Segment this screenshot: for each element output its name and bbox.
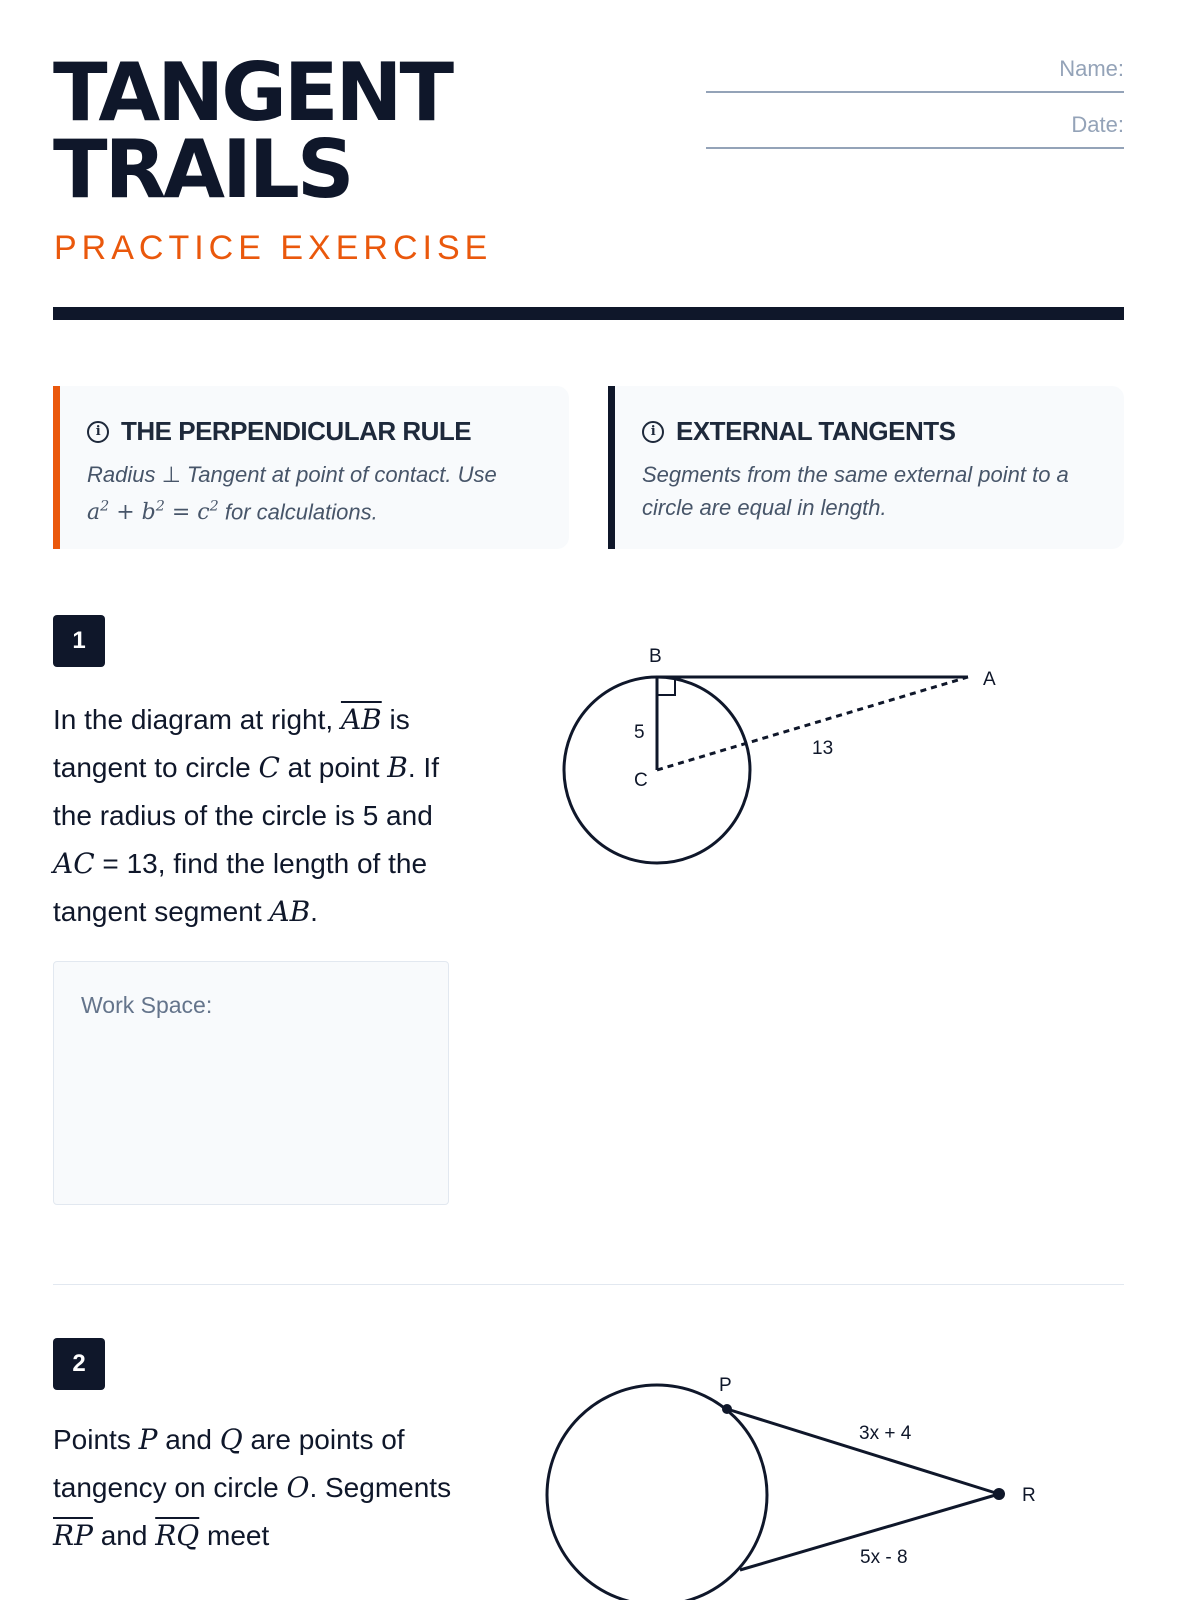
title-line-2: TRAILS xyxy=(53,123,352,216)
info-icon: i xyxy=(642,421,664,443)
pythagorean-formula: $a^2 + b^2 = c^2$ xyxy=(87,499,219,526)
title-line-1: TANGENT xyxy=(53,46,452,139)
question-1-diagram xyxy=(540,630,1040,880)
header-rule xyxy=(53,307,1124,320)
label-r: R xyxy=(1022,1485,1036,1506)
question-2-text: Points P and Q are points of tangency on circle O. Segments $\overline{RP}$ and $\overline{RQ}$ meet xyxy=(53,1423,452,1552)
work-space-label: Work Space: xyxy=(81,992,213,1018)
card-title: THE PERPENDICULAR RULE xyxy=(121,416,472,446)
label-a: A xyxy=(983,669,996,690)
work-space[interactable] xyxy=(53,961,449,1205)
subtitle: PRACTICE EXERCISE xyxy=(54,229,493,267)
label-rp-length: 3x + 4 xyxy=(859,1423,912,1444)
label-radius: 5 xyxy=(634,722,645,743)
question-number-badge: 2 xyxy=(53,1338,105,1390)
card-accent-bar xyxy=(608,386,615,549)
label-p: P xyxy=(719,1375,732,1396)
card-title: EXTERNAL TANGENTS xyxy=(676,416,956,446)
card-heading xyxy=(87,416,471,447)
label-hypotenuse: 13 xyxy=(812,738,834,759)
card-body-text: Radius ⊥ Tangent at point of contact. Use xyxy=(87,462,497,487)
label-b: B xyxy=(649,646,662,667)
date-field-line[interactable] xyxy=(706,147,1124,149)
circle-o xyxy=(547,1385,767,1600)
point-p xyxy=(722,1404,732,1414)
date-label: Date: xyxy=(1071,112,1124,137)
question-number-badge: 1 xyxy=(53,615,105,667)
card-accent-bar xyxy=(53,386,60,549)
question-1-text: In the diagram at right, $\overline{AB}$ is tangent to circle C at point B. If the radius of the circle is 5 and AC = 13, find the length of the tangent segment AB. xyxy=(53,703,439,928)
name-field-line[interactable] xyxy=(706,91,1124,93)
question-divider xyxy=(53,1284,1124,1285)
card-heading xyxy=(642,416,955,447)
name-label: Name: xyxy=(1059,56,1124,81)
info-icon: i xyxy=(87,421,109,443)
card-body xyxy=(87,458,557,529)
question-2-diagram xyxy=(540,1370,1060,1600)
tangent-rp xyxy=(727,1409,999,1494)
point-r xyxy=(993,1488,1005,1500)
external-tangents-card xyxy=(608,386,1124,549)
card-body: Segments from the same external point to a circle are equal in length. xyxy=(642,462,1069,520)
perpendicular-rule-card xyxy=(53,386,569,549)
label-c: C xyxy=(634,770,648,791)
label-rq-length: 5x - 8 xyxy=(860,1547,908,1568)
card-body-tail: for calculations. xyxy=(224,499,378,525)
